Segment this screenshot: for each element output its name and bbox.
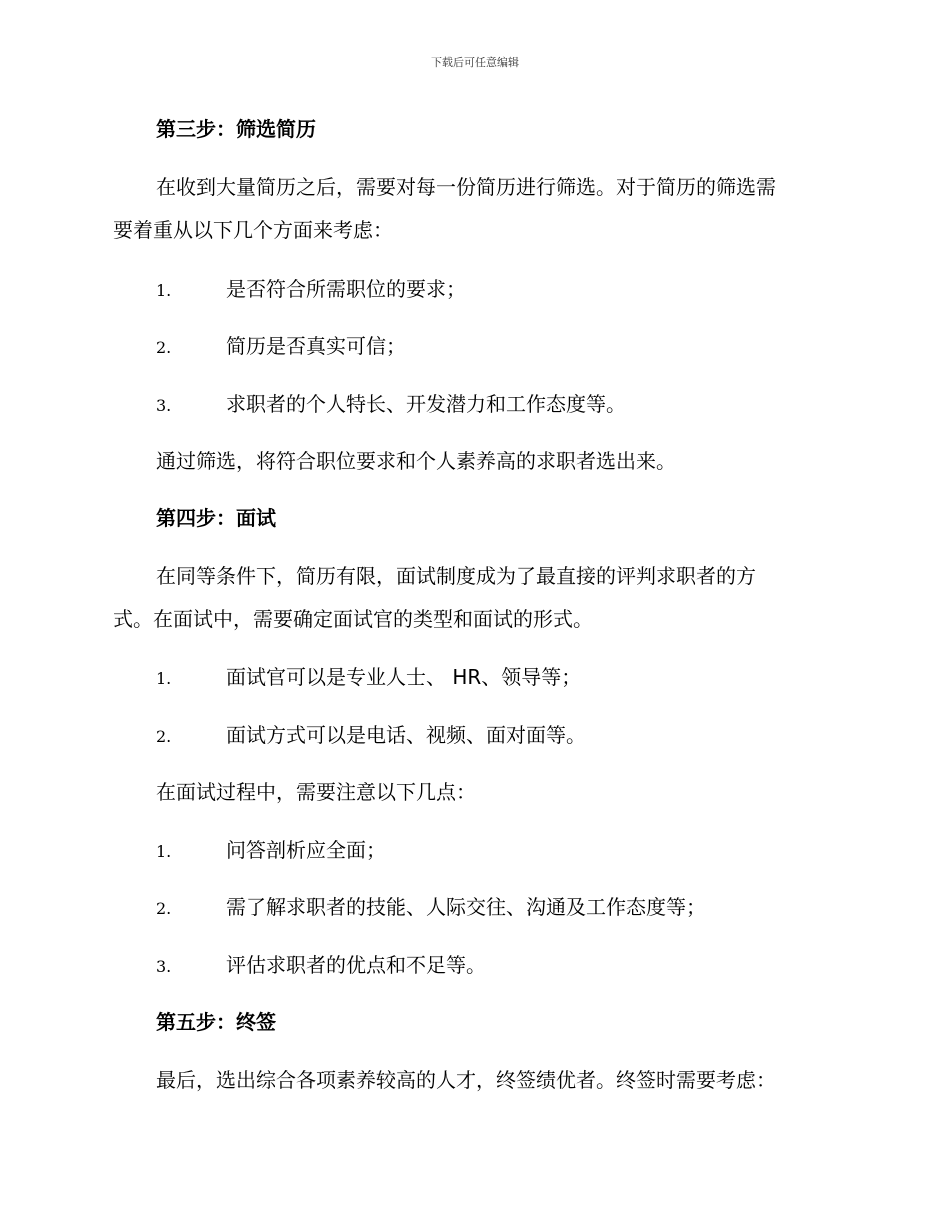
- list-item: [156, 275, 466, 303]
- paragraph-line: 在同等条件下，简历有限，面试制度成为了最直接的评判求职者的方: [156, 564, 756, 588]
- list-number: 3.: [156, 957, 172, 976]
- paragraph-line: 在收到大量简历之后，需要对每一份简历进行筛选。对于简历的筛选需: [156, 175, 776, 199]
- paragraph-line: 式。在面试中，需要确定面试官的类型和面试的形式。: [113, 607, 593, 631]
- section-title-interview: 第四步：面试: [156, 506, 276, 530]
- list-text: 面试方式可以是电话、视频、面对面等。: [226, 723, 586, 747]
- list-item: [156, 390, 626, 418]
- section-title-final-signing: 第五步：终签: [156, 1010, 276, 1034]
- page-header-note: 下载后可任意编辑: [431, 56, 519, 69]
- list-text: 问答剖析应全面；: [226, 838, 386, 862]
- list-number: 3.: [156, 396, 172, 415]
- list-text: 简历是否真实可信；: [226, 334, 406, 358]
- list-text: 评估求职者的优点和不足等。: [226, 953, 486, 977]
- paragraph-line: 最后，选出综合各项素养较高的人才，终签绩优者。终签时需要考虑：: [156, 1068, 776, 1092]
- list-number: 2.: [156, 727, 172, 746]
- list-item: [156, 951, 486, 979]
- list-number: 2.: [156, 338, 172, 357]
- list-text: 求职者的个人特长、开发潜力和工作态度等。: [226, 392, 626, 416]
- paragraph-line: 在面试过程中，需要注意以下几点：: [156, 780, 476, 804]
- list-item: [156, 332, 406, 360]
- paragraph-line: 通过筛选，将符合职位要求和个人素养高的求职者选出来。: [156, 449, 676, 473]
- list-item: [156, 721, 586, 749]
- list-number: 1.: [156, 669, 172, 688]
- list-text: 面试官可以是专业人士、 HR、领导等；: [226, 665, 582, 689]
- list-number: 1.: [156, 281, 172, 300]
- list-item: [156, 893, 706, 921]
- list-number: 2.: [156, 899, 172, 918]
- list-text: 需了解求职者的技能、人际交往、沟通及工作态度等；: [226, 895, 706, 919]
- list-number: 1.: [156, 842, 172, 861]
- section-title-screening: 第三步：筛选简历: [156, 117, 316, 141]
- paragraph-line: 要着重从以下几个方面来考虑：: [113, 218, 393, 242]
- list-item: [156, 663, 581, 691]
- list-text: 是否符合所需职位的要求；: [226, 277, 466, 301]
- list-item: [156, 836, 386, 864]
